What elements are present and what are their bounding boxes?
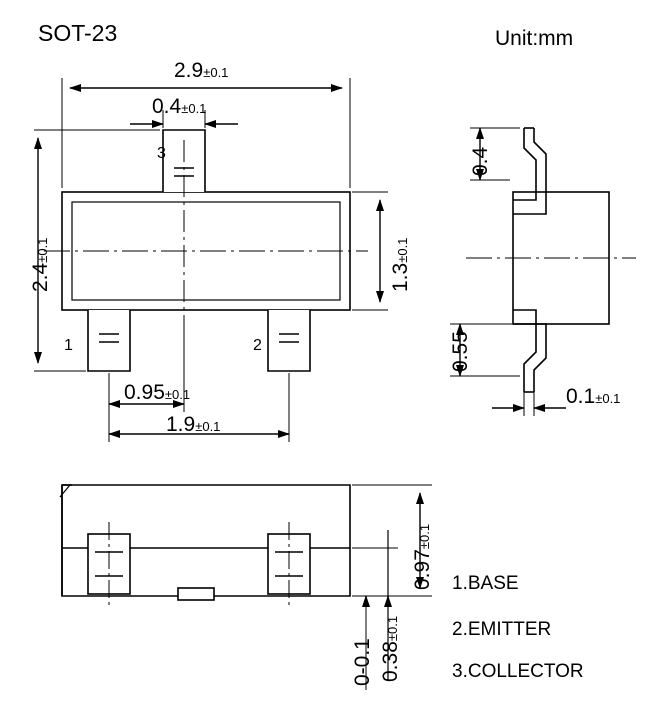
pin-number-3: 3 xyxy=(157,145,166,162)
pin-legend-1: 1.BASE xyxy=(452,573,519,594)
dim-side-standoff: 0.4 xyxy=(469,146,492,176)
pin-legend-3: 3.COLLECTOR xyxy=(452,661,584,682)
dim-side-body: 0.55 xyxy=(449,331,472,372)
pin-number-2: 2 xyxy=(253,337,262,354)
dim-lead-thickness: 0.1±0.1 xyxy=(566,385,621,408)
dim-lead-width: 0.4±0.1 xyxy=(152,95,207,118)
dim-pin-span: 1.9±0.1 xyxy=(166,413,221,436)
dim-top-width: 2.9±0.1 xyxy=(174,59,229,82)
dim-bottom-height: 0.97±0.1 xyxy=(411,523,434,590)
dim-body-height: 1.3±0.1 xyxy=(389,237,412,292)
dim-standoff-min: 0-0.1 xyxy=(351,638,374,686)
unit-note: Unit:mm xyxy=(495,27,574,50)
dim-pin-pitch: 0.95±0.1 xyxy=(124,381,191,404)
pin-number-1: 1 xyxy=(64,337,73,354)
dim-foot-length: 0.38±0.1 xyxy=(379,615,402,682)
pin-legend-2: 2.EMITTER xyxy=(452,619,552,640)
dim-overall-height: 2.4±0.1 xyxy=(29,237,52,292)
page-title: SOT-23 xyxy=(38,20,118,46)
